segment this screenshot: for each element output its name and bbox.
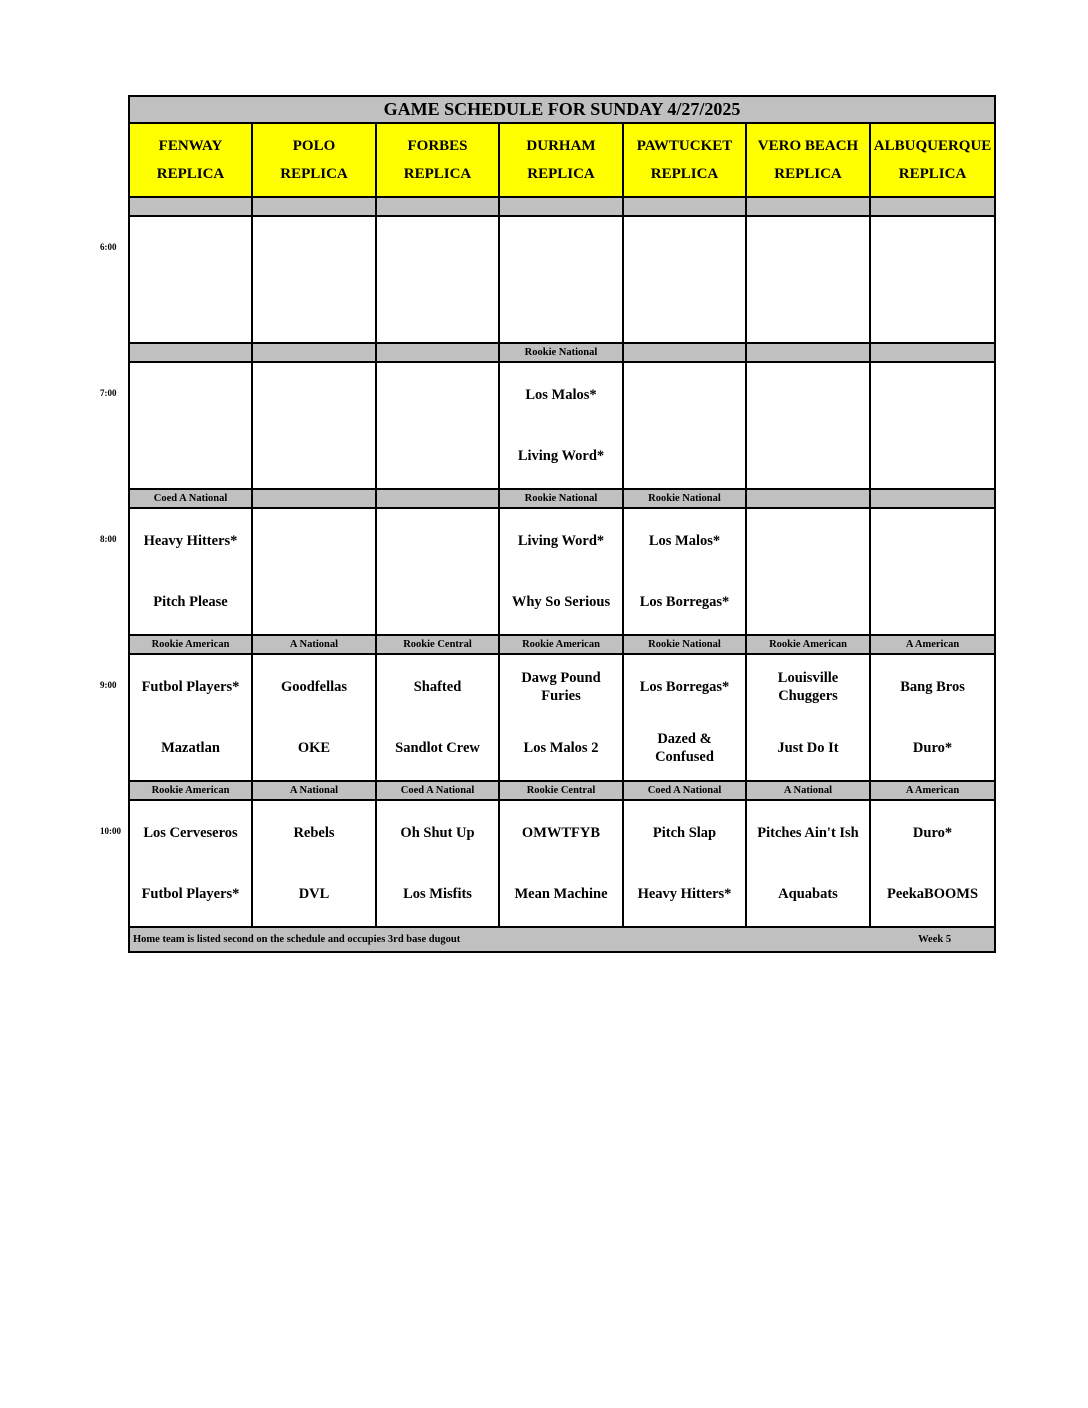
home-team: Living Word* (517, 448, 605, 465)
home-team (130, 280, 251, 342)
division-label: A National (252, 781, 376, 800)
game-cell (623, 508, 746, 635)
away-team (871, 218, 994, 280)
field-type: REPLICA (898, 166, 967, 182)
division-label (870, 489, 995, 508)
division-label: A American (870, 781, 995, 800)
game-cell (746, 654, 870, 781)
away-team (253, 364, 375, 426)
division-label (746, 489, 870, 508)
division-label (870, 197, 995, 216)
away-team (747, 364, 869, 426)
footer-content (133, 934, 991, 945)
matchup (253, 656, 375, 779)
game-slot-row (129, 800, 995, 927)
away-team: Los Malos* (648, 532, 721, 549)
game-cell (623, 216, 746, 343)
field-type: REPLICA (156, 166, 225, 182)
home-team: Dazed & Confused (655, 731, 714, 766)
matchup (747, 364, 869, 487)
matchup (747, 510, 869, 633)
schedule-table (128, 95, 996, 953)
field-header-pawtucket (623, 123, 746, 197)
division-label: A National (746, 781, 870, 800)
matchup (253, 364, 375, 487)
home-team (747, 280, 869, 342)
division-row (129, 635, 995, 654)
game-cell (376, 654, 499, 781)
field-header-durham (499, 123, 623, 197)
division-label (870, 343, 995, 362)
division-row (129, 343, 995, 362)
matchup (871, 656, 994, 779)
division-label (252, 197, 376, 216)
matchup (253, 218, 375, 341)
home-team (747, 426, 869, 488)
division-label: Rookie National (623, 635, 746, 654)
away-team: Futbol Players* (141, 678, 240, 695)
title-row (129, 96, 995, 123)
away-team (624, 364, 745, 426)
home-team: Los Borregas* (639, 594, 730, 611)
game-cell (623, 800, 746, 927)
field-name: PAWTUCKET (636, 138, 733, 154)
game-slot-row (129, 654, 995, 781)
home-team (377, 280, 498, 342)
home-team (253, 426, 375, 488)
home-team (624, 280, 745, 342)
home-team: Sandlot Crew (395, 740, 480, 757)
game-cell (376, 508, 499, 635)
game-cell (746, 362, 870, 489)
division-label: Coed A National (623, 781, 746, 800)
footer-row (129, 927, 995, 952)
home-team: Mean Machine (514, 886, 608, 903)
field-header-polo (252, 123, 376, 197)
division-label: Rookie Central (499, 781, 623, 800)
field-type: REPLICA (774, 166, 842, 182)
division-label (129, 197, 252, 216)
footer-cell (129, 927, 995, 952)
game-cell (499, 800, 623, 927)
matchup (871, 510, 994, 633)
matchup (500, 364, 622, 487)
away-team: Goodfellas (280, 678, 348, 695)
away-team (871, 364, 994, 426)
division-label: Coed A National (376, 781, 499, 800)
division-label: Coed A National (129, 489, 252, 508)
home-team: Futbol Players* (141, 886, 240, 903)
time-label: 8:00 (100, 534, 117, 544)
game-cell (129, 508, 252, 635)
away-team: Rebels (293, 824, 335, 841)
matchup (130, 218, 251, 341)
game-cell (376, 216, 499, 343)
home-team (377, 572, 498, 634)
matchup (624, 218, 745, 341)
matchup (747, 656, 869, 779)
game-cell (746, 800, 870, 927)
home-team: DVL (298, 886, 330, 903)
matchup (624, 656, 745, 779)
field-type: REPLICA (527, 166, 595, 182)
game-slot-row (129, 508, 995, 635)
home-team: OKE (297, 740, 331, 757)
matchup (500, 656, 622, 779)
matchup (377, 802, 498, 925)
division-label (746, 343, 870, 362)
matchup (130, 510, 251, 633)
away-team: Heavy Hitters* (143, 532, 238, 549)
field-header-fenway (129, 123, 252, 197)
division-label: Rookie Central (376, 635, 499, 654)
away-team: Los Malos* (525, 386, 597, 403)
game-cell (870, 216, 995, 343)
away-team: Los Borregas* (639, 678, 730, 695)
away-team (747, 510, 869, 572)
field-name: FENWAY (158, 138, 223, 154)
game-cell (623, 362, 746, 489)
away-team (871, 510, 994, 572)
home-team: Why So Serious (511, 594, 611, 611)
home-team: Just Do It (777, 740, 839, 757)
game-cell (870, 654, 995, 781)
game-cell (252, 800, 376, 927)
division-row (129, 781, 995, 800)
away-team: Shafted (413, 678, 462, 695)
away-team (130, 364, 251, 426)
game-cell (252, 654, 376, 781)
field-header-vero-beach (746, 123, 870, 197)
matchup (871, 364, 994, 487)
game-cell (129, 654, 252, 781)
game-cell (746, 216, 870, 343)
home-team (500, 280, 622, 342)
field-type: REPLICA (280, 166, 348, 182)
away-team (377, 364, 498, 426)
matchup (253, 510, 375, 633)
game-cell (870, 362, 995, 489)
home-team (871, 426, 994, 488)
game-cell (499, 362, 623, 489)
division-label: Rookie National (499, 489, 623, 508)
home-team-note: Home team is listed second on the schedule and occupies 3rd base dugout (133, 934, 461, 945)
game-cell (870, 800, 995, 927)
home-team (747, 572, 869, 634)
matchup (624, 802, 745, 925)
field-header-forbes (376, 123, 499, 197)
time-label: 10:00 (100, 826, 121, 836)
away-team (130, 218, 251, 280)
schedule-title: GAME SCHEDULE FOR SUNDAY 4/27/2025 (129, 96, 995, 123)
home-team: Duro* (912, 740, 953, 757)
matchup (377, 510, 498, 633)
away-team: Pitch Slap (652, 824, 717, 841)
game-cell (870, 508, 995, 635)
home-team: Los Misfits (403, 886, 472, 903)
field-header-albuquerque (870, 123, 995, 197)
division-row (129, 489, 995, 508)
matchup (747, 802, 869, 925)
home-team (377, 426, 498, 488)
matchup (500, 218, 622, 341)
division-label (746, 197, 870, 216)
division-label (623, 343, 746, 362)
division-label: Rookie American (129, 781, 252, 800)
matchup (377, 364, 498, 487)
home-team: Aquabats (778, 886, 838, 903)
matchup (130, 802, 251, 925)
away-team: Los Cerveseros (143, 824, 238, 841)
game-cell (129, 800, 252, 927)
division-label (129, 343, 252, 362)
division-label (252, 343, 376, 362)
field-name: VERO BEACH (757, 138, 859, 154)
matchup (871, 218, 994, 341)
away-team: Dawg Pound Furies (521, 669, 601, 704)
home-team: Pitch Please (153, 594, 228, 611)
game-cell (623, 654, 746, 781)
home-team (130, 426, 251, 488)
away-team (624, 218, 745, 280)
game-cell (129, 362, 252, 489)
time-label: 6:00 (100, 242, 117, 252)
away-team: Bang Bros (900, 678, 965, 695)
field-header-row (129, 123, 995, 197)
division-row (129, 197, 995, 216)
matchup (130, 364, 251, 487)
home-team: Mazatlan (161, 740, 220, 757)
matchup (130, 656, 251, 779)
game-cell (252, 362, 376, 489)
division-label: Rookie American (129, 635, 252, 654)
away-team (747, 218, 869, 280)
division-label: Rookie National (623, 489, 746, 508)
division-label (376, 197, 499, 216)
matchup (500, 802, 622, 925)
away-team: OMWTFYB (521, 824, 601, 841)
game-cell (376, 362, 499, 489)
home-team (871, 280, 994, 342)
home-team: Heavy Hitters* (637, 886, 732, 903)
away-team (377, 510, 498, 572)
division-label (499, 197, 623, 216)
matchup (624, 510, 745, 633)
home-team (871, 572, 994, 634)
time-label: 7:00 (100, 388, 117, 398)
field-type: REPLICA (650, 166, 719, 182)
game-cell (376, 800, 499, 927)
home-team (253, 572, 375, 634)
game-cell (499, 508, 623, 635)
field-name: FORBES (407, 138, 468, 154)
home-team (624, 426, 745, 488)
home-team: PeekaBOOMS (887, 886, 979, 903)
matchup (253, 802, 375, 925)
division-label: A National (252, 635, 376, 654)
away-team (377, 218, 498, 280)
game-cell (252, 508, 376, 635)
division-label: A American (870, 635, 995, 654)
game-slot-row (129, 216, 995, 343)
field-type: REPLICA (403, 166, 472, 182)
away-team: Duro* (912, 824, 953, 841)
matchup (377, 218, 498, 341)
time-label: 9:00 (100, 680, 117, 690)
game-cell (252, 216, 376, 343)
division-label: Rookie American (746, 635, 870, 654)
matchup (747, 218, 869, 341)
game-cell (499, 216, 623, 343)
matchup (624, 364, 745, 487)
field-name: POLO (292, 138, 336, 154)
matchup (871, 802, 994, 925)
division-label (623, 197, 746, 216)
game-cell (129, 216, 252, 343)
field-name: ALBUQUERQUE (873, 138, 992, 154)
matchup (377, 656, 498, 779)
away-team: Louisville Chuggers (777, 669, 839, 704)
matchup (500, 510, 622, 633)
division-label (376, 489, 499, 508)
away-team: Oh Shut Up (400, 824, 475, 841)
division-label (252, 489, 376, 508)
field-name: DURHAM (526, 138, 596, 154)
away-team (253, 218, 375, 280)
game-cell (499, 654, 623, 781)
away-team: Pitches Ain't Ish (757, 824, 859, 841)
game-cell (746, 508, 870, 635)
home-team (253, 280, 375, 342)
division-label (376, 343, 499, 362)
away-team: Living Word* (517, 532, 605, 549)
away-team (500, 218, 622, 280)
week-label: Week 5 (918, 934, 952, 945)
game-slot-row (129, 362, 995, 489)
division-label: Rookie National (499, 343, 623, 362)
home-team: Los Malos 2 (523, 740, 599, 757)
away-team (253, 510, 375, 572)
division-label: Rookie American (499, 635, 623, 654)
